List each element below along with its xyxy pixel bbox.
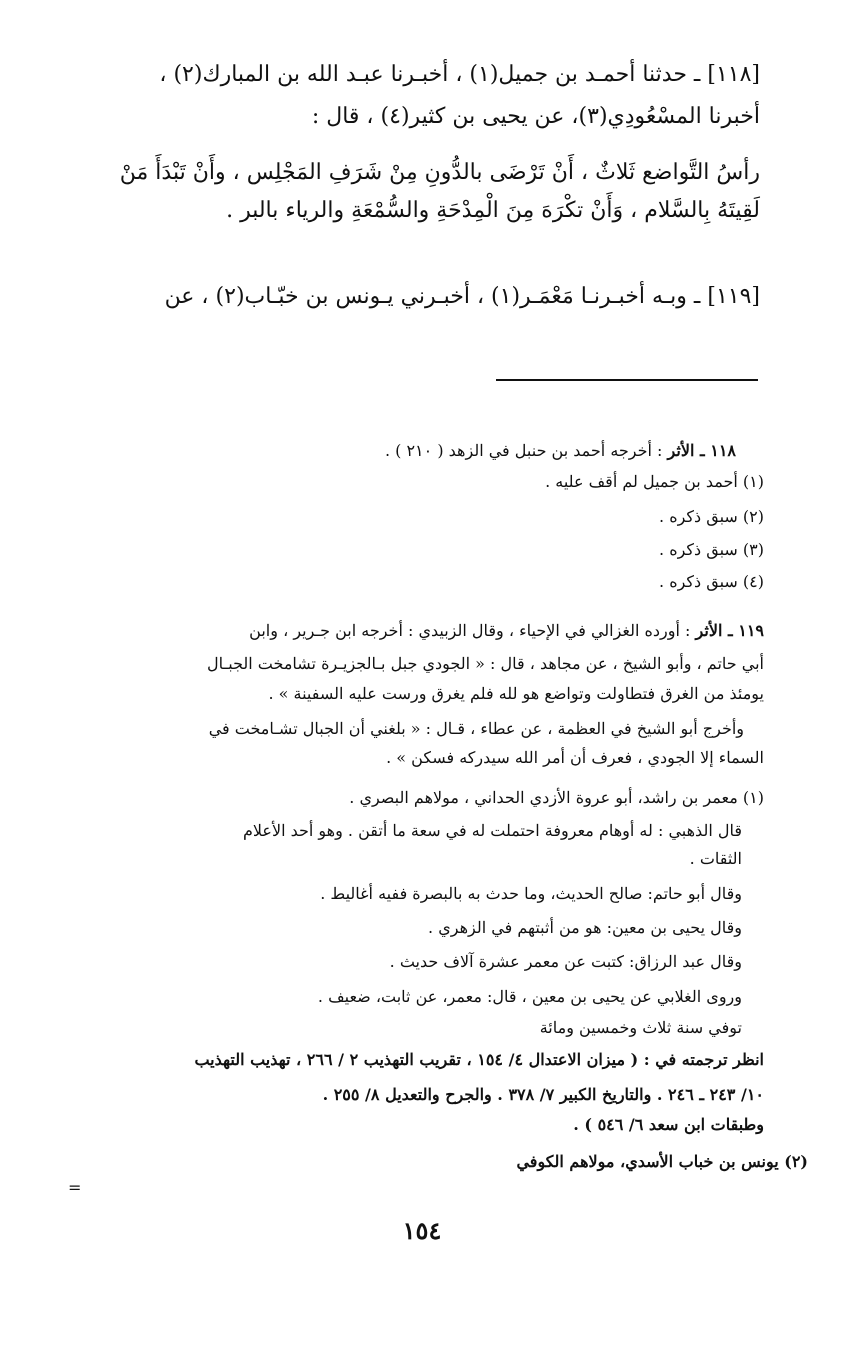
footnote-119-line-4: وأخرج أبو الشيخ في العظمة ، عن عطاء ، قـال : « بلغني أن الجبال تشـامخت في [208,719,744,738]
footnote-separator [496,379,758,381]
footnote-119-ref-1: (١) معمر بن راشد، أبو عروة الأزدي الحداني ، مولاهم البصري . [349,788,764,807]
footnote-118-ref-3: (٣) سبق ذكره . [659,540,764,559]
hadith-118-line-1: [١١٨] ـ حدثنا أحمـد بن جميل(١) ، أخبـرنا عبـد الله بن المبارك(٢) ، [159,62,760,87]
footnote-119-line-5: السماء إلا الجودي ، فعرف أن أمر الله سيدركه فسكن » . [386,748,764,767]
footnote-118-line [116,441,736,460]
footnote-119-line-3: يومئذ من الغرق فتطاولت وتواضع هو لله فلم يغرق ورست عليه السفينة » . [268,684,764,703]
footnote-118-ref-4: (٤) سبق ذكره . [659,572,764,591]
dhahabi-quote-line-2: الثقات . [689,849,742,868]
footnote-118-label: ١١٨ ـ الأثر [667,441,736,460]
references-line-2: ١٠/ ٢٤٣ ـ ٢٤٦ . والتاريخ الكبير ٧/ ٣٧٨ . والجرح والتعديل ٨/ ٢٥٥ . [322,1085,764,1104]
continuation-mark: = [68,1178,82,1197]
footnote-118-ref-1: (١) أحمد بن جميل لم أقف عليه . [545,472,764,491]
abu-hatim-quote: وقال أبو حاتم: صالح الحديث، وما حدث به بالبصرة ففيه أغاليط . [320,884,742,903]
references-line-1: انظر ترجمته في : ( ميزان الاعتدال ٤/ ١٥٤ ، تقريب التهذيب ٢ / ٢٦٦ ، تهذيب التهذيب [194,1050,764,1069]
footnote-119-ref-2: (٢) يونس بن خباب الأسدي، مولاهم الكوفي [516,1152,808,1171]
hadith-118-line-2: أخبرنا المسْعُودِي(٣)، عن يحيى بن كثير(٤) ، قال : [311,104,760,129]
footnote-119-line-1 [64,621,764,640]
footnote-119-label: ١١٩ ـ الأثر [695,621,764,640]
hadith-119-line-1: [١١٩] ـ وبـه أخبـرنـا مَعْمَـر(١) ، أخبـرني يـونس بن خبّـاب(٢) ، عن [164,284,760,309]
death-date: توفي سنة ثلاث وخمسين ومائة [539,1018,742,1037]
footnote-118-text: : أخرجه أحمد بن حنبل في الزهد ( ٢١٠ ) . [384,441,663,460]
dhahabi-quote-line-1: قال الذهبي : له أوهام معروفة احتملت له في سعة ما أتقن . وهو أحد الأعلام [242,821,742,840]
footnote-119-text-1: : أورده الغزالي في الإحياء ، وقال الزبيدي : أخرجه ابن جـرير ، وابن [249,621,691,640]
abd-razzaq-quote: وقال عبد الرزاق: كتبت عن معمر عشرة آلاف حديث . [389,952,742,971]
page-number: ١٥٤ [402,1216,442,1245]
footnote-119-line-2: أبي حاتم ، وأبو الشيخ ، عن مجاهد ، قال : « الجودي جبل بـالجزيـرة تشامخت الجبـال [207,654,764,673]
footnote-118-ref-2: (٢) سبق ذكره . [659,507,764,526]
references-line-3: وطبقات ابن سعد ٦/ ٥٤٦ ) . [573,1115,764,1134]
hadith-118-matn-line-2: لَقِيتَهُ بِالسَّلام ، وَأَنْ تكْرَهَ مِنَ الْمِدْحَةِ والسُّمْعَةِ والرياء بالبر . [226,198,760,223]
ibn-main-quote: وقال يحيى بن معين: هو من أثبتهم في الزهري . [428,918,742,937]
hadith-118-matn-line-1: رأسُ التَّواضع ثَلاثٌ ، أَنْ تَرْضَى بالدُّونِ مِنْ شَرَفِ المَجْلِس ، وأَنْ تَبْدَأَ مَنْ [119,160,760,185]
ghallabi-quote: وروى الغلابي عن يحيى بن معين ، قال: معمر، عن ثابت، ضعيف . [317,987,742,1006]
